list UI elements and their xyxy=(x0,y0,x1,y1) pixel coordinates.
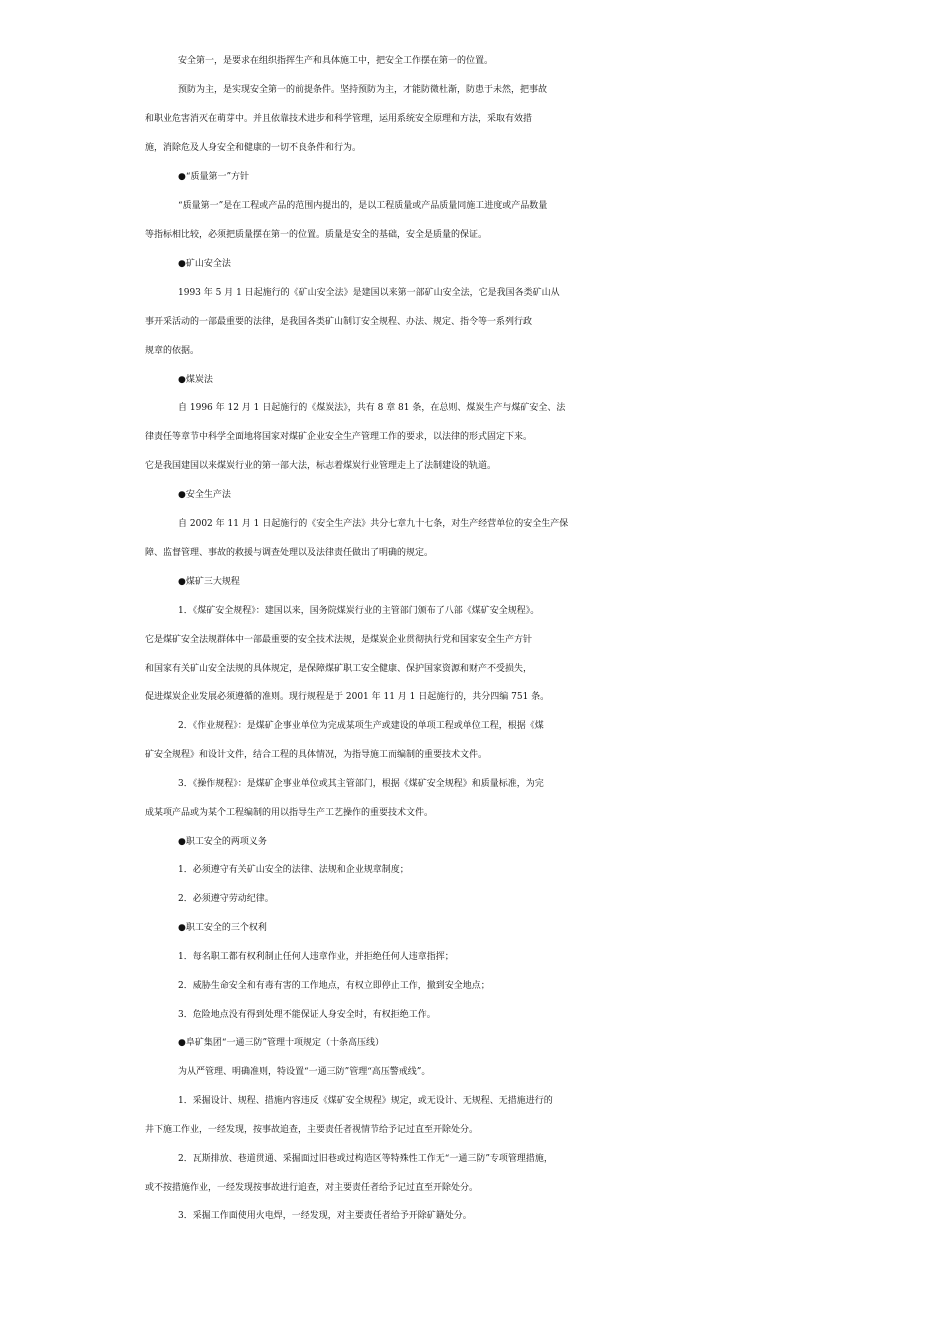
paragraph-line: 施，消除危及人身安全和健康的一切不良条件和行为。 xyxy=(145,143,362,153)
paragraph-line: 2．瓦斯排放、巷道贯通、采掘面过旧巷或过构造区等特殊性工作无“一通三防”专项管理措施， xyxy=(178,1154,553,1164)
paragraph-line: 1．《煤矿安全规程》：建国以来，国务院煤炭行业的主管部门颁布了八部《煤矿安全规程》。 xyxy=(178,606,540,616)
paragraph-line: 1．必须遵守有关矿山安全的法律、法规和企业规章制度； xyxy=(178,865,409,875)
paragraph-line: 2．威胁生命安全和有毒有害的工作地点，有权立即停止工作，撤到安全地点； xyxy=(178,981,490,991)
paragraph-line: 规章的依据。 xyxy=(145,346,200,356)
section-heading: ●职工安全的三个权利 xyxy=(178,923,267,933)
paragraph-line: 或不按措施作业，一经发现按事故进行追查，对主要责任者给予记过直至开除处分。 xyxy=(145,1183,479,1193)
paragraph-line: 3．采掘工作面使用火电焊，一经发现，对主要责任者给予开除矿籍处分。 xyxy=(178,1211,472,1221)
paragraph-line: 律责任等章节中科学全面地将国家对煤矿企业安全生产管理工作的要求，以法律的形式固定下来。 xyxy=(145,432,533,442)
section-heading: ●煤矿三大规程 xyxy=(178,577,240,587)
paragraph-line: 1．每名职工都有权利制止任何人违章作业，并拒绝任何人违章指挥； xyxy=(178,952,454,962)
paragraph-line: 自 1996 年 12 月 1 日起施行的《煤炭法》，共有 8 章 81 条，在总则、煤炭生产与煤矿安全、法 xyxy=(178,403,566,413)
paragraph-line: 和国家有关矿山安全法规的具体规定，是保障煤矿职工安全健康、保护国家资源和财产不受损失， xyxy=(145,664,533,674)
paragraph-line: 2．必须遵守劳动纪律。 xyxy=(178,894,274,904)
paragraph-line: 预防为主，是实现安全第一的前提条件。坚持预防为主，才能防微杜渐，防患于未然，把事故 xyxy=(178,85,548,95)
paragraph-line: 井下施工作业，一经发现，按事故追查，主要责任者视情节给予记过直至开除处分。 xyxy=(145,1125,479,1135)
paragraph-line: 事开采活动的一部最重要的法律，是我国各类矿山制订安全规程、办法、规定、指令等一系列行政 xyxy=(145,317,533,327)
paragraph-line: 等指标相比较，必须把质量摆在第一的位置。质量是安全的基础，安全是质量的保证。 xyxy=(145,230,488,240)
paragraph-line: 矿安全规程》和设计文件，结合工程的具体情况，为指导施工而编制的重要技术文件。 xyxy=(145,750,488,760)
paragraph-line: 3．《操作规程》：是煤矿企事业单位或其主管部门，根据《煤矿安全规程》和质量标准，为完 xyxy=(178,779,544,789)
section-heading: ●阜矿集团“一通三防”管理十项规定（十条高压线） xyxy=(178,1038,385,1048)
paragraph-line: 1．采掘设计、规程、措施内容违反《煤矿安全规程》规定，或无设计、无规程、无措施进行的 xyxy=(178,1096,553,1106)
paragraph-line: 它是煤矿安全法规群体中一部最重要的安全技术法规，是煤炭企业贯彻执行党和国家安全生产方针 xyxy=(145,635,533,645)
paragraph-line: 2．《作业规程》：是煤矿企事业单位为完成某项生产或建设的单项工程或单位工程，根据《煤 xyxy=(178,721,544,731)
paragraph-line: 3．危险地点没有得到处理不能保证人身安全时，有权拒绝工作。 xyxy=(178,1010,436,1020)
paragraph-line: 安全第一，是要求在组织指挥生产和具体施工中，把安全工作摆在第一的位置。 xyxy=(178,56,494,66)
section-heading: ●职工安全的两项义务 xyxy=(178,837,267,847)
paragraph-line: 障、监督管理、事故的救援与调查处理以及法律责任做出了明确的规定。 xyxy=(145,548,434,558)
paragraph-line: 促进煤炭企业发展必须遵循的准则。现行规程是于 2001 年 11 月 1 日起施行的，共分四编 751 条。 xyxy=(145,692,550,702)
paragraph-line: “质量第一”是在工程或产品的范围内提出的，是以工程质量或产品质量同施工进度或产品数量 xyxy=(178,201,548,211)
section-heading: ●煤炭法 xyxy=(178,375,213,385)
paragraph-line: 自 2002 年 11 月 1 日起施行的《安全生产法》共分七章九十七条，对生产经营单位的安全生产保 xyxy=(178,519,569,529)
section-heading: ●矿山安全法 xyxy=(178,259,231,269)
paragraph-line: 1993 年 5 月 1 日起施行的《矿山安全法》是建国以来第一部矿山安全法，它是我国各类矿山从 xyxy=(178,288,560,298)
paragraph-line: 它是我国建国以来煤炭行业的第一部大法，标志着煤炭行业管理走上了法制建设的轨道。 xyxy=(145,461,497,471)
section-heading: ●安全生产法 xyxy=(178,490,231,500)
paragraph-line: 为从严管理、明确准则，特设置“一通三防”管理“高压警戒线”。 xyxy=(178,1067,431,1077)
section-heading: ●“质量第一”方针 xyxy=(178,172,250,182)
paragraph-line: 和职业危害消灭在萌芽中。并且依靠技术进步和科学管理，运用系统安全原理和方法，采取有效措 xyxy=(145,114,533,124)
paragraph-line: 成某项产品或为某个工程编制的用以指导生产工艺操作的重要技术文件。 xyxy=(145,808,434,818)
